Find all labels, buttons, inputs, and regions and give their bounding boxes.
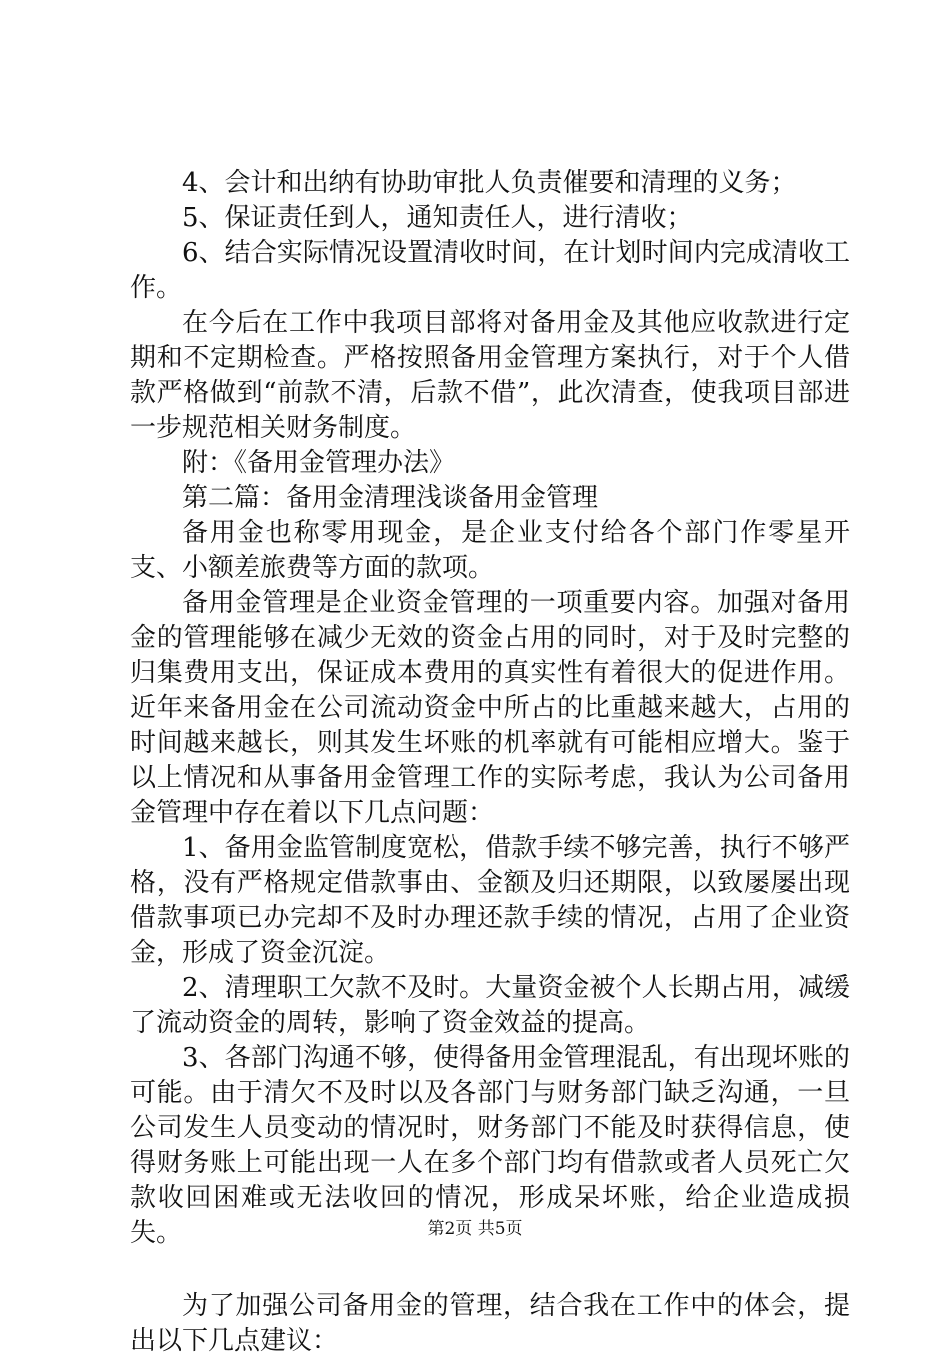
section-heading: 第二篇：备用金清理浅谈备用金管理: [182, 483, 599, 513]
paragraph-definition: 备用金也称零用现金，是企业支付给各个部门作零星开支、小额差旅费等方面的款项。: [130, 518, 850, 583]
page-number-label: 第2页 共5页: [427, 1219, 523, 1239]
paragraph-appendix: 附：《备用金管理办法》: [182, 448, 456, 478]
paragraph-suggestions-intro: 为了加强公司备用金的管理，结合我在工作中的体会，提出以下几点建议：: [130, 1291, 850, 1356]
paragraph-importance: 备用金管理是企业资金管理的一项重要内容。加强对备用金的管理能够在减少无效的资金占用的同时，对于及时完整的归集费用支出，保证成本费用的真实性有着很大的促进作用。近年来备用金在公司流动资金中所占的比重越来越大，占用的时间越来越长，则其发生坏账的机率就有可能相应增大。鉴于以上情况和从事备用金管理工作的实际考虑，我认为公司备用金管理中存在着以下几点问题：: [130, 588, 850, 828]
paragraph-item-6: 6、结合实际情况设置清收时间，在计划时间内完成清收工作。: [130, 238, 850, 303]
document-body: [130, 166, 850, 1359]
page-footer: [0, 1217, 950, 1241]
issue-item-2: 2、清理职工欠款不及时。大量资金被个人长期占用，减缓了流动资金的周转，影响了资金效益的提高。: [130, 973, 850, 1038]
paragraph-inspection-plan: 在今后在工作中我项目部将对备用金及其他应收款进行定期和不定期检查。严格按照备用金管理方案执行，对于个人借款严格做到“前款不清，后款不借”，此次清查，使我项目部进一步规范相关财务制度。: [130, 308, 850, 443]
issue-item-1: 1、备用金监管制度宽松，借款手续不够完善，执行不够严格，没有严格规定借款事由、金额及归还期限，以致屡屡出现借款事项已办完却不及时办理还款手续的情况，占用了企业资金，形成了资金沉淀。: [130, 833, 850, 968]
paragraph-item-4: 4、会计和出纳有协助审批人负责催要和清理的义务；: [182, 168, 797, 198]
issue-item-3: 3、各部门沟通不够，使得备用金管理混乱，有出现坏账的可能。由于清欠不及时以及各部门与财务部门缺乏沟通，一旦公司发生人员变动的情况时，财务部门不能及时获得信息，使得财务账上可能出现一人在多个部门均有借款或者人员死亡欠款收回困难或无法收回的情况，形成呆坏账，给企业造成损失。: [130, 1043, 850, 1248]
paragraph-gap: [130, 1251, 850, 1289]
paragraph-item-5: 5、保证责任到人，通知责任人，进行清收；: [182, 203, 693, 233]
